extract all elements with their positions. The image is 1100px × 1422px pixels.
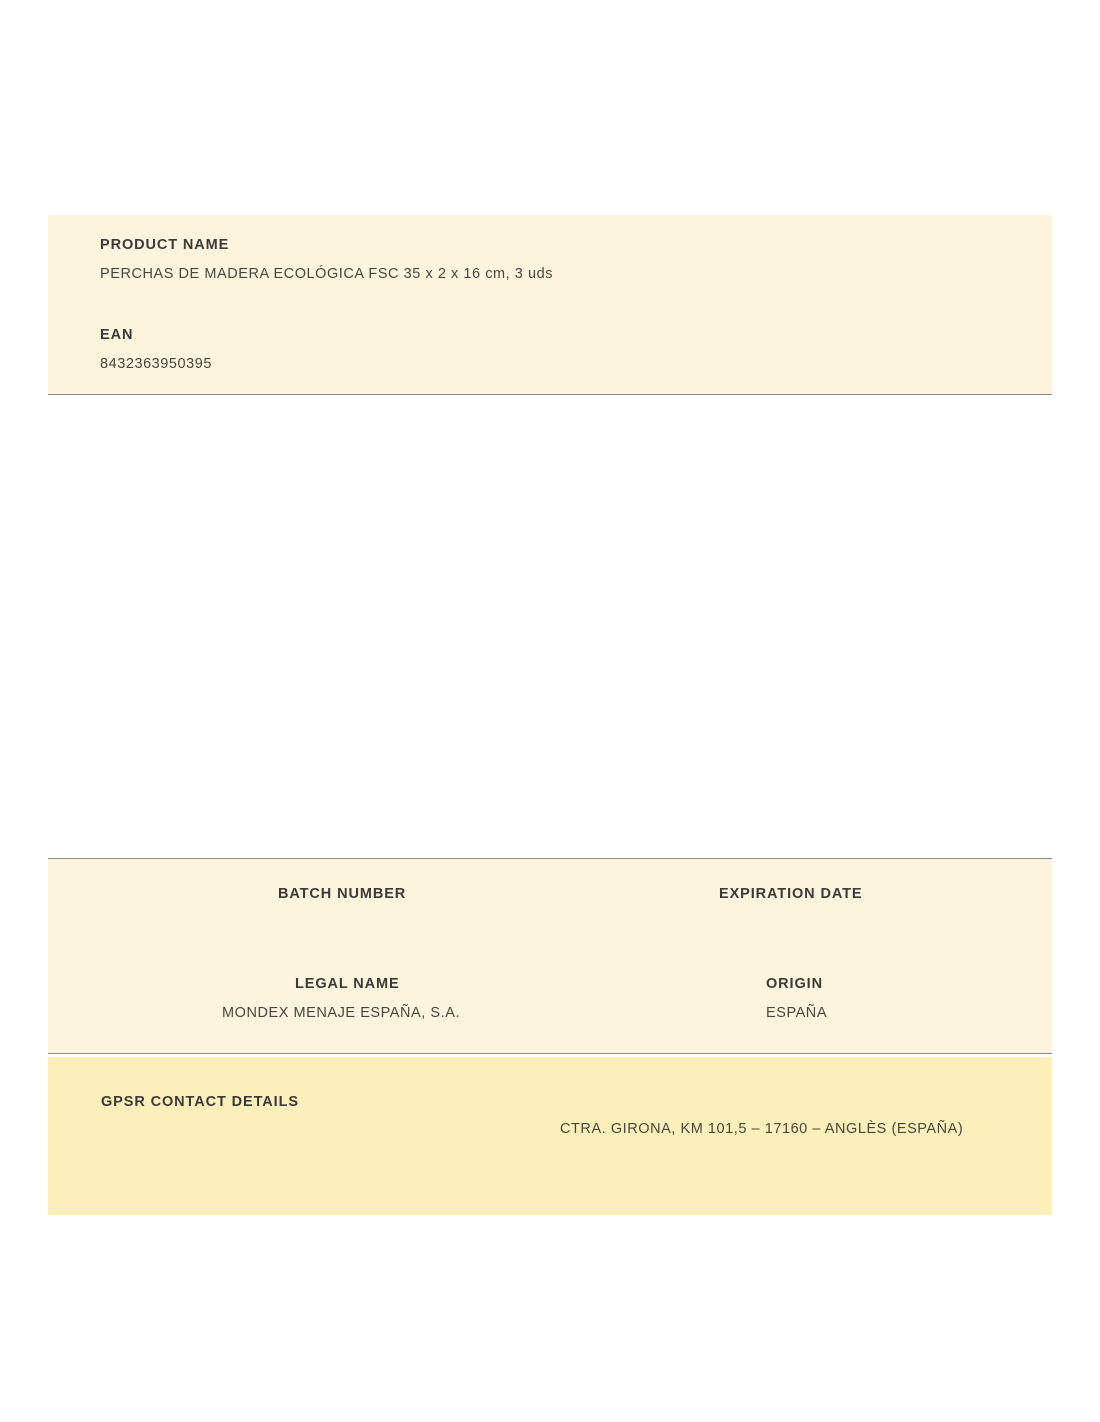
gpsr-contact-label: GPSR CONTACT DETAILS [101, 1094, 299, 1110]
product-details-section [48, 858, 1052, 1054]
legal-name-value: MONDEX MENAJE ESPAÑA, S.A. [222, 1005, 461, 1021]
expiration-date-label: EXPIRATION DATE [719, 886, 863, 902]
gpsr-contact-value: CTRA. GIRONA, KM 101,5 – 17160 – ANGLÈS (ESPAÑA) [560, 1121, 964, 1137]
ean-label: EAN [100, 327, 134, 343]
details-left-column [48, 859, 668, 1053]
product-name-label: PRODUCT NAME [100, 237, 230, 253]
legal-name-label: LEGAL NAME [295, 976, 400, 992]
ean-value: 8432363950395 [100, 356, 212, 372]
product-name-value: PERCHAS DE MADERA ECOLÓGICA FSC 35 x 2 x 16 cm, 3 uds [100, 266, 554, 282]
details-right-column [668, 859, 1052, 1053]
origin-value: ESPAÑA [766, 1005, 828, 1021]
origin-label: ORIGIN [766, 976, 823, 992]
batch-number-label: BATCH NUMBER [278, 886, 407, 902]
gpsr-section [48, 1057, 1052, 1215]
product-info-section [48, 215, 1052, 395]
